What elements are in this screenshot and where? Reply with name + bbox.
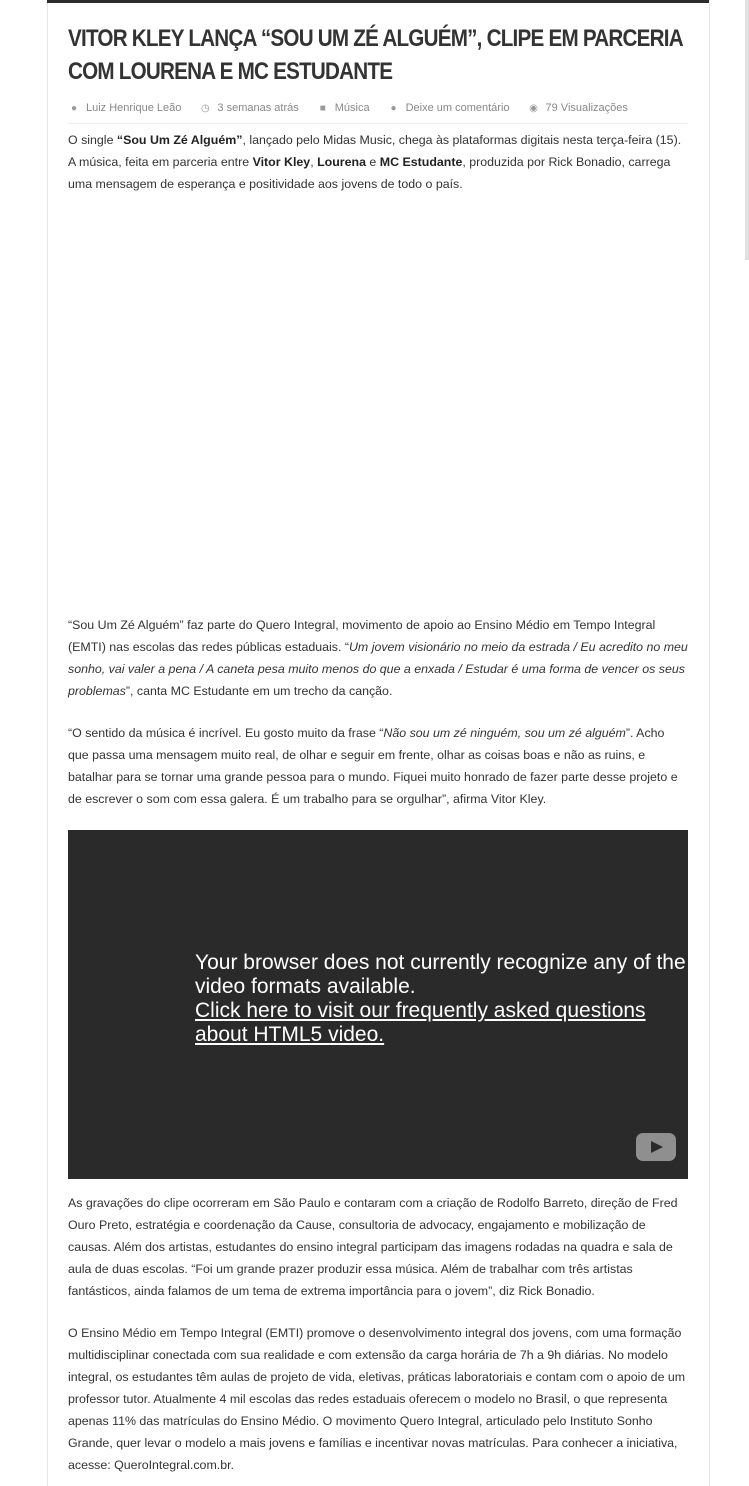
comments-icon: ● xyxy=(390,102,397,114)
meta-date xyxy=(199,102,298,114)
meta-author[interactable] xyxy=(68,102,181,114)
video-player[interactable] xyxy=(68,830,688,1179)
user-icon: ● xyxy=(70,102,78,114)
article-meta xyxy=(68,97,688,124)
meta-category[interactable] xyxy=(317,102,370,114)
video-error-message xyxy=(195,951,688,1047)
video-error-text: Your browser does not currently recognize any of the video formats available. xyxy=(195,951,686,998)
post-date: 3 semanas atrás xyxy=(217,102,299,114)
paragraph-intro: O single “Sou Um Zé Alguém”, lançado pelo Midas Music, chega às plataformas digitais nesta terça-feira (15). A música, feita em parceria entre Vitor Kley, Lourena e MC Estudante, produzida por Rick Bonadio, carrega uma mensagem de esperança e positividade aos jovens de todo o país. xyxy=(68,133,682,191)
top-bar xyxy=(47,0,709,3)
sidebar-edge xyxy=(745,0,749,260)
clock-icon: ◷ xyxy=(201,102,210,114)
paragraph-recording: As gravações do clipe ocorreram em São Paulo e contaram com a criação de Rodolfo Barreto, direção de Fred Ouro Preto, estratégia e coordenação da Cause, consultoria de advocacy, engajamento e mobilização de causas. Além dos artistas, estudantes do ensino integral participam das imagens rodadas na quadra e sala de aula de duas escolas. “Foi um grande prazer produzir essa música. Além de trabalhar com três artistas fantásticos, ainda falamos de um tema de extrema importância para o jovem”, diz Rick Bonadio. xyxy=(68,1196,678,1298)
category-name: Música xyxy=(334,102,370,114)
html5-faq-link[interactable]: Click here to visit our frequently asked questions about HTML5 video. xyxy=(195,999,646,1046)
views-count: 79 Visualizações xyxy=(545,102,628,114)
folder-icon: ■ xyxy=(319,102,326,114)
meta-views xyxy=(528,102,628,114)
eye-icon: ◉ xyxy=(529,102,538,114)
comments-link: Deixe um comentário xyxy=(405,102,510,114)
author-name: Luiz Henrique Leão xyxy=(86,102,182,114)
paragraph-quero-integral: “Sou Um Zé Alguém” faz parte do Quero Integral, movimento de apoio ao Ensino Médio em Tempo Integral (EMTI) nas escolas das redes públicas estaduais. “Um jovem visionário no meio da estrada / Eu acredito no meu sonho, vai valer a pena / A caneta pesa muito menos do que a enxada / Estudar é uma forma de vencer os seus problemas”, canta MC Estudante em um trecho da canção. xyxy=(68,618,688,698)
embed-placeholder xyxy=(68,205,688,600)
youtube-play-icon[interactable] xyxy=(636,1133,676,1161)
paragraph-emti: O Ensino Médio em Tempo Integral (EMTI) promove o desenvolvimento integral dos jovens, com uma formação multidisciplinar conectada com sua realidade e com extensão da carga horária de 7h a 9h diárias. No modelo integral, os estudantes têm aulas de projeto de vida, eletivas, práticas laboratoriais e contam com o apoio de um professor tutor. Atualmente 4 mil escolas das redes estaduais oferecem o modelo no Brasil, o que representa apenas 11% das matrículas do Ensino Médio. O movimento Quero Integral, articulado pelo Instituto Sonho Grande, quer levar o modelo a mais jovens e famílias e incentivar novas matrículas. Para conhecer a iniciativa, acesse: QueroIntegral.com.br. xyxy=(68,1326,686,1472)
article-title: VITOR KLEY LANÇA “SOU UM ZÉ ALGUÉM”, CLIPE EM PARCERIA COM LOURENA E MC ESTUDANTE xyxy=(68,25,683,85)
meta-comments[interactable] xyxy=(388,102,510,114)
paragraph-vitor-quote: “O sentido da música é incrível. Eu gosto muito da frase “Não sou um zé ninguém, sou um zé alguém”. Acho que passa uma mensagem muito real, de olhar e seguir em frente, olhar as coisas boas e não as ruins, e batalhar para se tornar uma grande pessoa para o mundo. Fiquei muito honrado de fazer parte desse projeto e de escrever o som com essa galera. É um trabalho para se orgulhar”, afirma Vitor Kley. xyxy=(68,726,678,806)
